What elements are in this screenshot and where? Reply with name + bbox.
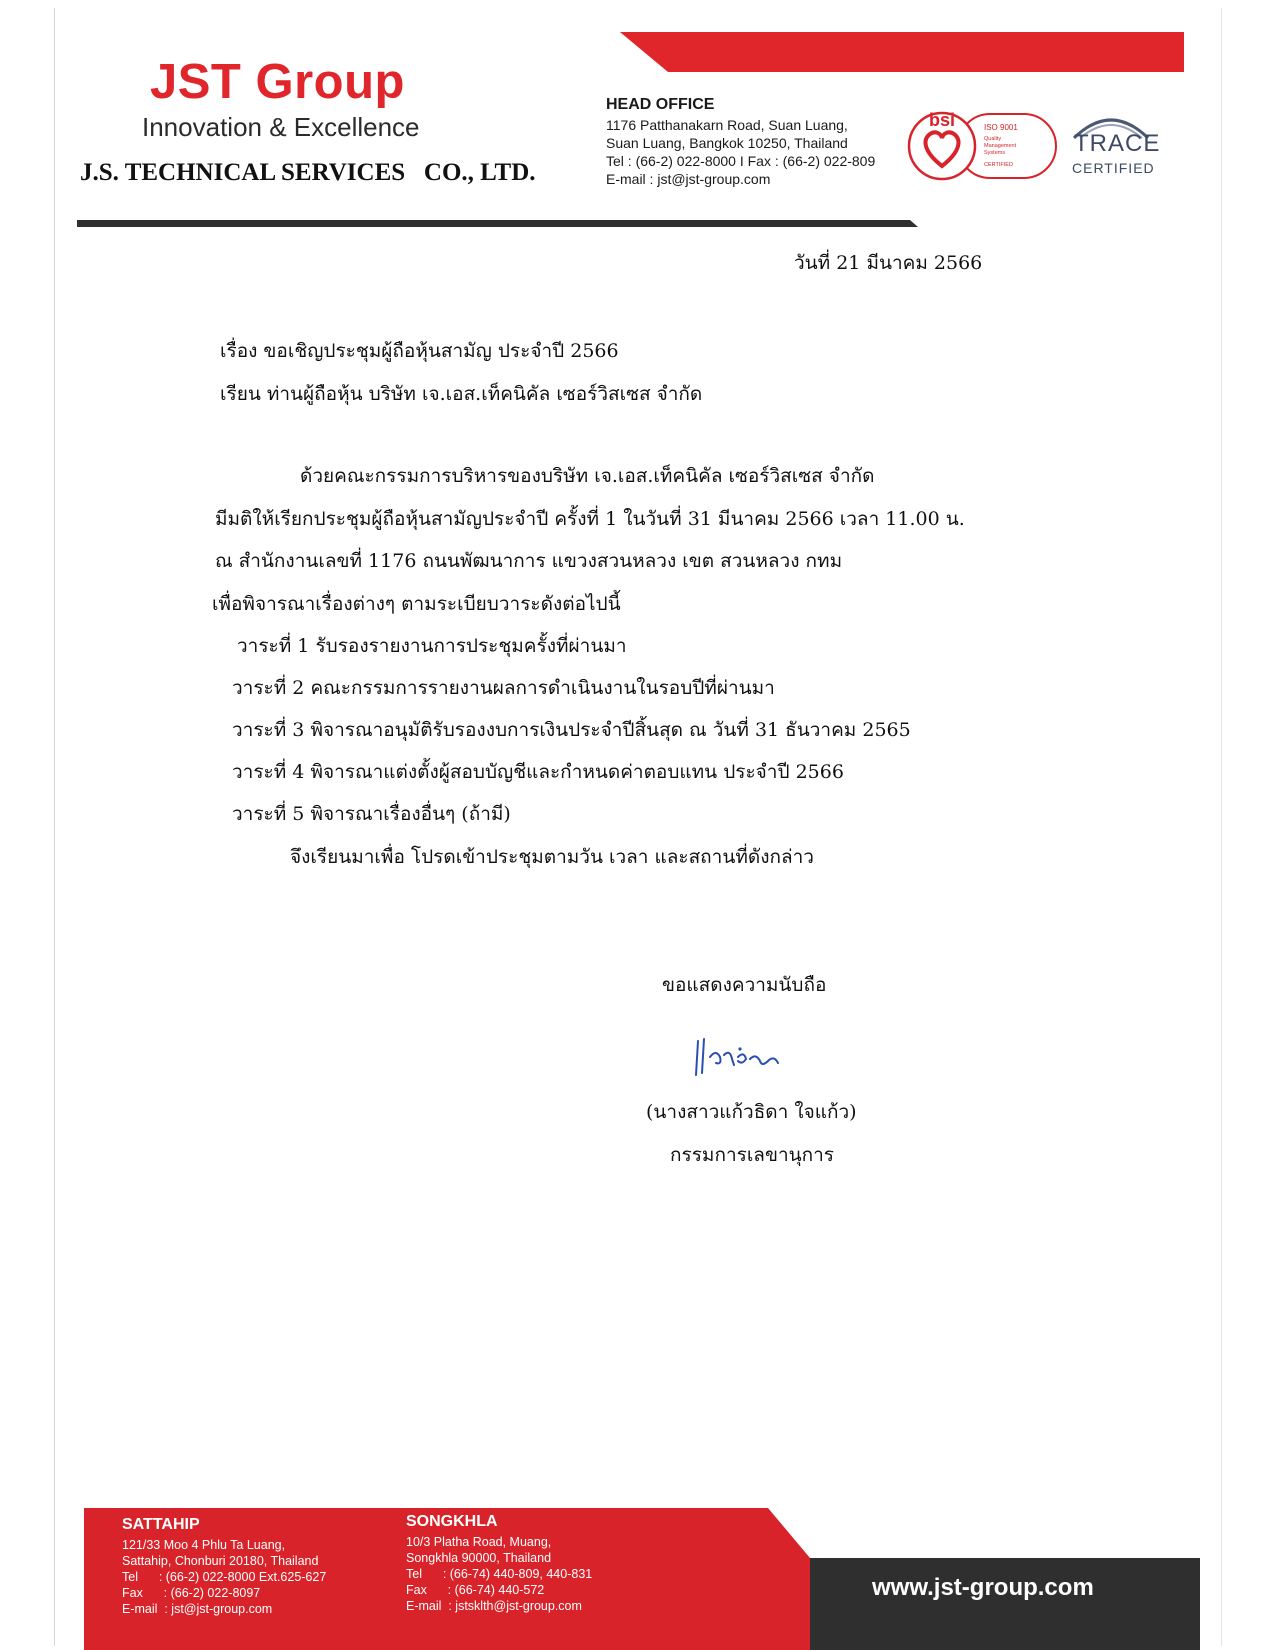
bsi-certified-text: CERTIFIED <box>984 162 1013 168</box>
bsi-text: bsi <box>928 110 956 130</box>
trace-logo-text: TRACE <box>1074 130 1161 157</box>
bsi-sub-text: Systems <box>984 150 1006 156</box>
footer-sattahip-line: Sattahip, Chonburi 20180, Thailand <box>122 1554 319 1568</box>
footer-songkhla-line: E-mail : jstsklth@jst-group.com <box>406 1599 582 1613</box>
head-office-email-line: E-mail : jst@jst-group.com <box>606 171 771 187</box>
footer-sattahip-line: Fax : (66-2) 022-8097 <box>122 1586 261 1600</box>
head-office-title: HEAD OFFICE <box>606 96 715 113</box>
footer-sattahip-line: E-mail : jst@jst-group.com <box>122 1602 273 1616</box>
signatory-name: (นางสาวแก้วธิดา ใจแก้ว) <box>646 1101 857 1123</box>
footer-website-link[interactable]: www.jst-group.com <box>872 1574 1094 1601</box>
company-name: J.S. TECHNICAL SERVICES CO., LTD. <box>80 159 536 186</box>
agenda-item: วาระที่ 4 พิจารณาแต่งตั้งผู้สอบบัญชีและกำหนดค่าตอบแทน ประจำปี 2566 <box>232 761 844 783</box>
footer-sattahip-line: Tel : (66-2) 022-8000 Ext.625-627 <box>122 1570 327 1584</box>
brand-name: JST Group <box>150 55 405 109</box>
letter-recipient: เรียน ท่านผู้ถือหุ้น บริษัท เจ.เอส.เท็คนิคัล เซอร์วิสเซส จำกัด <box>220 383 703 405</box>
agenda-item: วาระที่ 5 พิจารณาเรื่องอื่นๆ (ถ้ามี) <box>232 803 511 825</box>
footer-songkhla-title: SONGKHLA <box>406 1513 498 1530</box>
body-paragraph-line: มีมติให้เรียกประชุมผู้ถือหุ้นสามัญประจำปี ครั้งที่ 1 ในวันที่ 31 มีนาคม 2566 เวลา 11.00 น. <box>215 508 965 530</box>
brand-tagline: Innovation & Excellence <box>142 112 420 142</box>
footer-songkhla-line: Fax : (66-74) 440-572 <box>406 1583 545 1597</box>
handwritten-signature <box>690 1035 800 1083</box>
agenda-item: วาระที่ 3 พิจารณาอนุมัติรับรองงบการเงินประจำปีสิ้นสุด ณ วันที่ 31 ธันวาคม 2565 <box>232 719 911 741</box>
footer-songkhla-line: Songkhla 90000, Thailand <box>406 1551 552 1565</box>
footer-sattahip-title: SATTAHIP <box>122 1516 200 1533</box>
letter-regards: ขอแสดงความนับถือ <box>662 974 827 996</box>
head-office-address-line: 1176 Patthanakarn Road, Suan Luang, <box>606 117 848 133</box>
agenda-item: วาระที่ 1 รับรองรายงานการประชุมครั้งที่ผ่านมา <box>237 635 627 657</box>
closing-line: จึงเรียนมาเพื่อ โปรดเข้าประชุมตามวัน เวลา และสถานที่ดังกล่าว <box>290 846 814 868</box>
head-office-phone-line: Tel : (66-2) 022-8000 I Fax : (66-2) 022-809 <box>606 153 876 169</box>
letter-date: วันที่ 21 มีนาคม 2566 <box>794 252 983 274</box>
trace-certified-text: CERTIFIED <box>1072 160 1155 176</box>
signatory-title: กรรมการเลขานุการ <box>670 1144 834 1166</box>
body-paragraph-line: เพื่อพิจารณาเรื่องต่างๆ ตามระเบียบวาระดังต่อไปนี้ <box>212 593 621 615</box>
body-paragraph-line: ด้วยคณะกรรมการบริหารของบริษัท เจ.เอส.เท็คนิคัล เซอร์วิสเซส จำกัด <box>300 465 875 487</box>
footer-songkhla-line: 10/3 Platha Road, Muang, <box>406 1535 552 1549</box>
page-border <box>54 8 1222 1646</box>
agenda-item: วาระที่ 2 คณะกรรมการรายงานผลการดำเนินงานในรอบปีที่ผ่านมา <box>232 677 775 699</box>
body-paragraph-line: ณ สำนักงานเลขที่ 1176 ถนนพัฒนาการ แขวงสวนหลวง เขต สวนหลวง กทม <box>215 550 843 572</box>
bsi-iso9001-logo <box>906 104 1060 188</box>
letter-subject: เรื่อง ขอเชิญประชุมผู้ถือหุ้นสามัญ ประจำปี 2566 <box>220 340 619 362</box>
iso-text: ISO 9001 <box>984 123 1018 132</box>
footer-songkhla-line: Tel : (66-74) 440-809, 440-831 <box>406 1567 593 1581</box>
header-divider <box>0 210 1275 230</box>
footer-sattahip-line: 121/33 Moo 4 Phlu Ta Luang, <box>122 1538 286 1552</box>
head-office-address-line: Suan Luang, Bangkok 10250, Thailand <box>606 135 848 151</box>
bsi-sub-text: Quality <box>984 136 1002 142</box>
bsi-sub-text: Management <box>984 143 1017 149</box>
